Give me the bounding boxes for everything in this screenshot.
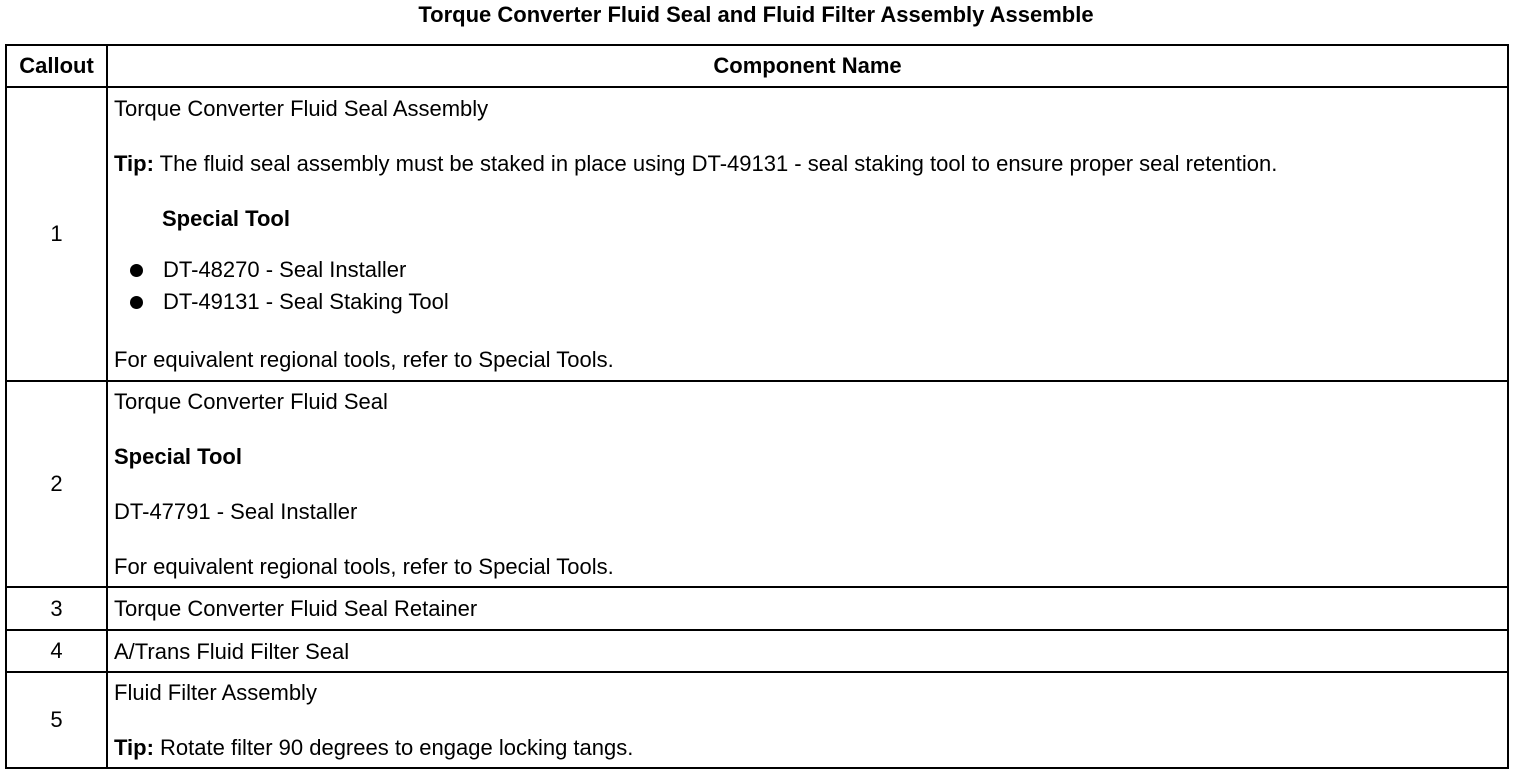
callout-column-header: Callout bbox=[6, 45, 107, 87]
tip bbox=[114, 150, 1501, 177]
table-row bbox=[6, 87, 1508, 381]
regional-tools-note: For equivalent regional tools, refer to Special Tools. bbox=[114, 554, 614, 579]
special-tool-heading: Special Tool bbox=[162, 206, 290, 231]
callout-number: 3 bbox=[6, 587, 107, 630]
tip-text: Rotate filter 90 degrees to engage locking tangs. bbox=[153, 735, 634, 760]
component-name: Torque Converter Fluid Seal Assembly bbox=[114, 96, 489, 121]
list-item bbox=[114, 286, 1501, 318]
tool-label: DT-47791 - Seal Installer bbox=[114, 499, 358, 524]
callout-number: 5 bbox=[6, 672, 107, 768]
list-item bbox=[114, 254, 1501, 286]
callout-number: 2 bbox=[6, 381, 107, 587]
bullet-icon bbox=[130, 296, 143, 309]
component-name: A/Trans Fluid Filter Seal bbox=[114, 638, 350, 664]
table-row bbox=[6, 630, 1508, 672]
component-name-cell bbox=[107, 587, 1508, 630]
component-name-cell bbox=[107, 672, 1508, 768]
table-row bbox=[6, 587, 1508, 630]
component-name: Fluid Filter Assembly bbox=[114, 680, 317, 705]
tool-label: DT-49131 - Seal Staking Tool bbox=[163, 289, 449, 314]
page-title: Torque Converter Fluid Seal and Fluid Filter Assembly Assemble bbox=[418, 2, 1094, 27]
table-row bbox=[6, 381, 1508, 587]
component-name-column-header: Component Name bbox=[107, 45, 1508, 87]
component-name-cell bbox=[107, 381, 1508, 587]
tip-text: The fluid seal assembly must be staked in place using DT-49131 - seal staking tool to ensure proper seal retention. bbox=[153, 151, 1278, 176]
component-name-cell bbox=[107, 630, 1508, 672]
component-name: Torque Converter Fluid Seal bbox=[114, 389, 388, 414]
table-row bbox=[6, 672, 1508, 768]
special-tool-heading: Special Tool bbox=[114, 444, 242, 469]
component-name-cell bbox=[107, 87, 1508, 381]
tip bbox=[114, 734, 1501, 761]
tip-label: Tip: bbox=[114, 735, 154, 760]
bullet-icon bbox=[130, 264, 143, 277]
callout-number: 1 bbox=[6, 87, 107, 381]
callout-number: 4 bbox=[6, 630, 107, 672]
tool-label: DT-48270 - Seal Installer bbox=[163, 257, 407, 282]
components-table bbox=[5, 44, 1509, 769]
tip-label: Tip: bbox=[114, 151, 154, 176]
table-header-row bbox=[6, 45, 1508, 87]
regional-tools-note: For equivalent regional tools, refer to Special Tools. bbox=[114, 347, 614, 372]
component-name: Torque Converter Fluid Seal Retainer bbox=[114, 596, 478, 621]
special-tool-list bbox=[114, 254, 1501, 318]
